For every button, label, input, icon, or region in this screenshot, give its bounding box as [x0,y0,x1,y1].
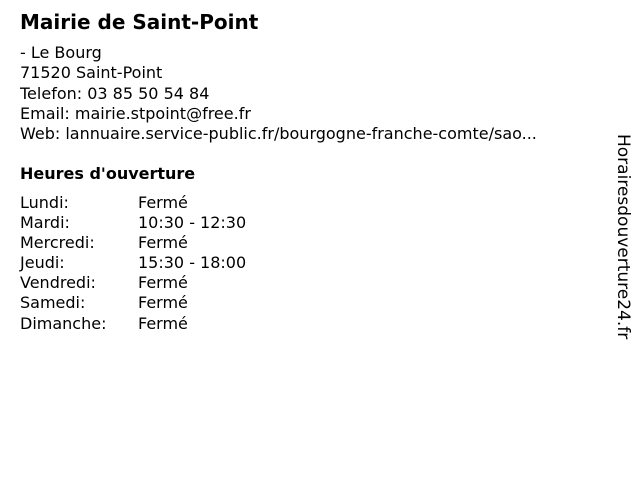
day-label: Mercredi: [20,233,95,253]
day-label: Lundi: [20,193,69,212]
address-city: 71520 Saint-Point [20,63,163,83]
day-label: Dimanche: [20,313,107,333]
day-hours: 10:30 - 12:30 [138,213,247,233]
website-link[interactable]: Web: lannuaire.service-public.fr/bourgogne-franche-comte/sao... [20,124,537,144]
day-hours: Fermé [138,233,188,253]
day-label: Mardi: [20,213,70,233]
hours-table [20,193,246,334]
hours-heading: Heures d'ouverture [20,164,196,183]
site-brand-vertical[interactable]: Horairesdouverture24.fr [613,134,633,340]
phone-number: Telefon: 03 85 50 54 84 [20,83,210,103]
hours-row-tuesday [20,213,246,233]
day-hours: 15:30 - 18:00 [138,253,247,273]
day-label: Vendredi: [20,273,96,293]
hours-row-saturday [20,293,246,313]
hours-row-monday [20,193,246,213]
hours-row-thursday [20,253,246,273]
day-hours: Fermé [138,273,188,293]
day-label: Jeudi: [20,253,65,273]
day-label: Samedi: [20,293,86,313]
day-hours: Fermé [138,293,188,313]
day-hours: Fermé [138,313,188,333]
page-title: Mairie de Saint-Point [20,10,259,34]
email-address: Email: mairie.stpoint@free.fr [20,103,251,123]
day-hours: Fermé [138,193,188,212]
hours-row-wednesday [20,233,246,253]
address-street: - Le Bourg [20,43,102,62]
hours-row-sunday [20,314,246,334]
address-block [20,43,537,144]
hours-row-friday [20,273,246,293]
